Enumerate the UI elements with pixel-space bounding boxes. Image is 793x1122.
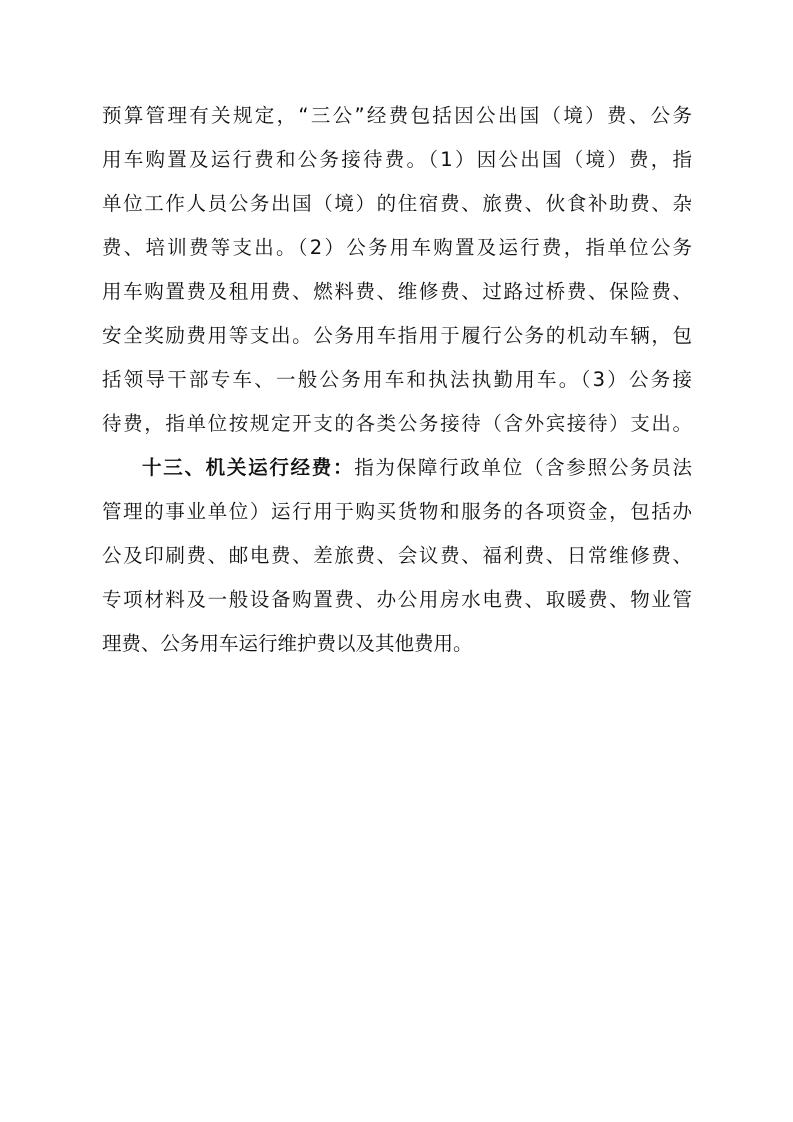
paragraph-line: 管理的事业单位）运行用于购买货物和服务的各项资金，包括办 xyxy=(102,500,692,523)
paragraph-line: 安全奖励费用等支出。公务用车指用于履行公务的机动车辆，包 xyxy=(102,324,692,347)
paragraph-line: 用车购置及运行费和公务接待费。（1）因公出国（境）费，指 xyxy=(102,148,692,171)
section-text: 指为保障行政单位（含参照公务员法 xyxy=(354,456,692,479)
section-heading: 十三、机关运行经费： xyxy=(142,456,355,479)
section-first-line xyxy=(142,456,692,480)
paragraph-line: 预算管理有关规定，“三公”经费包括因公出国（境）费、公务 xyxy=(102,104,692,127)
paragraph-line: 专项材料及一般设备购置费、办公用房水电费、取暖费、物业管 xyxy=(102,588,692,611)
paragraph-line: 用车购置费及租用费、燃料费、维修费、过路过桥费、保险费、 xyxy=(102,280,692,303)
paragraph-line: 费、培训费等支出。（2）公务用车购置及运行费，指单位公务 xyxy=(102,236,692,259)
paragraph-line: 单位工作人员公务出国（境）的住宿费、旅费、伙食补助费、杂 xyxy=(102,192,692,215)
paragraph-line: 待费，指单位按规定开支的各类公务接待（含外宾接待）支出。 xyxy=(102,412,692,435)
paragraph-line: 理费、公务用车运行维护费以及其他费用。 xyxy=(102,632,473,655)
paragraph-line: 括领导干部专车、一般公务用车和执法执勤用车。（3）公务接 xyxy=(102,368,692,391)
paragraph-line: 公及印刷费、邮电费、差旅费、会议费、福利费、日常维修费、 xyxy=(102,544,692,567)
